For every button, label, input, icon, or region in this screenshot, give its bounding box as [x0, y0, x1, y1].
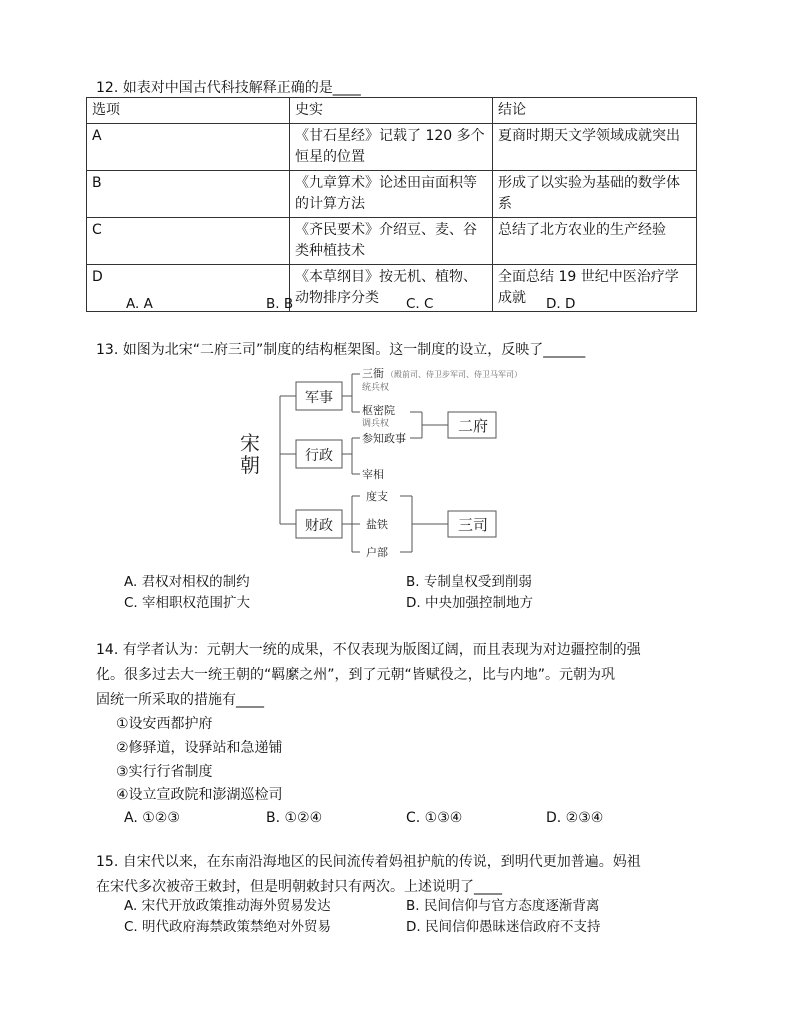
q13-stem: 13. 如图为北宋“二府三司”制度的结构框架图。这一制度的设立，反映了______ — [96, 342, 586, 358]
table-header-row — [87, 98, 697, 124]
item-yantie: 盐铁 — [366, 518, 388, 531]
group-three-offices: 三司 — [458, 516, 489, 534]
branch-military: 军事 — [305, 390, 333, 406]
dynasty-char-1: 宋 — [240, 431, 260, 455]
table-cell-fact: 《本草纲目》按无机、植物、动物排序分类 — [290, 265, 493, 312]
item-shumiyuan: 枢密院 — [362, 404, 395, 417]
sub-deploy-power: 调兵权 — [362, 419, 390, 429]
sub-command-power: 统兵权 — [362, 383, 390, 393]
table-cell-conclusion: 全面总结 19 世纪中医治疗学成就 — [493, 265, 697, 312]
q14-choice-d[interactable]: D. ②③④ — [546, 810, 604, 826]
q13-choice-d[interactable]: D. 中央加强控制地方 — [406, 595, 533, 611]
q14-item-2: ②修驿道，设驿站和急递铺 — [116, 740, 283, 756]
branch-finance: 财政 — [305, 518, 333, 534]
q14-item-4: ④设立宣政院和澎湖巡检司 — [116, 787, 283, 803]
table-cell-option: C — [87, 218, 290, 265]
q15-choice-b[interactable]: B. 民间信仰与官方态度逐渐背离 — [406, 898, 600, 914]
q14-choice-a[interactable]: A. ①②③ — [124, 810, 180, 826]
q14-choice-c[interactable]: C. ①③④ — [406, 810, 463, 826]
q14-stem-line-1: 14. 有学者认为：元朝大一统的成果，不仅表现为版图辽阔，而且表现为对边疆控制的强 — [96, 642, 641, 658]
q14-item-1: ①设安西都护府 — [116, 716, 213, 732]
q14-choice-b[interactable]: B. ①②④ — [266, 810, 323, 826]
table-cell-conclusion: 形成了以实验为基础的数学体系 — [493, 171, 697, 218]
q12-choice-a[interactable]: A. A — [126, 296, 153, 312]
item-sanya: 三衙 — [362, 367, 384, 380]
q14-item-3: ③实行行省制度 — [116, 764, 213, 780]
table-cell-option: B — [87, 171, 290, 218]
q15-choice-a[interactable]: A. 宋代开放政策推动海外贸易发达 — [124, 898, 331, 914]
q15-stem-line-1: 15. 自宋代以来，在东南沿海地区的民间流传着妈祖护航的传说，到明代更加普遍。妈祖 — [96, 854, 641, 870]
q13-choice-c[interactable]: C. 宰相职权范围扩大 — [124, 595, 251, 611]
table-cell-conclusion: 夏商时期天文学领域成就突出 — [493, 124, 697, 171]
q14-stem-line-3: 固统一所采取的措施有____ — [96, 692, 264, 708]
q15-choice-c[interactable]: C. 明代政府海禁政策禁绝对外贸易 — [124, 919, 332, 935]
table-cell-fact: 《齐民要术》介绍豆、麦、谷类种植技术 — [290, 218, 493, 265]
q13-choice-b[interactable]: B. 专制皇权受到削弱 — [406, 574, 532, 590]
q14-stem-line-2: 化。很多过去大一统王朝的“羁縻之州”，到了元朝“皆赋役之，比与内地”。元朝为巩 — [96, 667, 616, 683]
table-row — [87, 218, 697, 265]
item-hubu: 户部 — [366, 546, 388, 559]
group-two-bureaus: 二府 — [458, 417, 489, 435]
item-zaixiang: 宰相 — [362, 468, 384, 481]
branch-admin: 行政 — [305, 448, 333, 464]
two-bureaus-three-offices-diagram — [236, 364, 556, 564]
q15-stem-line-2: 在宋代多次被帝王敕封，但是明朝敕封只有两次。上述说明了____ — [96, 879, 502, 895]
item-canzhizhengshi: 参知政事 — [362, 432, 406, 445]
item-sanya-note: （殿前司、侍卫步军司、侍卫马军司） — [386, 370, 522, 379]
table-cell-option: D — [87, 265, 290, 312]
table-cell-conclusion: 总结了北方农业的生产经验 — [493, 218, 697, 265]
table-header-cell: 史实 — [290, 98, 493, 124]
table-row — [87, 171, 697, 218]
table-header-cell: 选项 — [87, 98, 290, 124]
table-row — [87, 265, 697, 312]
q12-table — [86, 97, 697, 312]
table-row — [87, 124, 697, 171]
q12-stem: 12. 如表对中国古代科技解释正确的是____ — [96, 80, 361, 96]
q12-choice-b[interactable]: B. B — [266, 296, 294, 312]
table-cell-fact: 《甘石星经》记载了 120 多个恒星的位置 — [290, 124, 493, 171]
table-cell-fact: 《九章算术》论述田亩面积等的计算方法 — [290, 171, 493, 218]
q12-choice-d[interactable]: D. D — [546, 296, 576, 312]
q13-choice-a[interactable]: A. 君权对相权的制约 — [124, 574, 250, 590]
q15-choice-d[interactable]: D. 民间信仰愚昧迷信政府不支持 — [406, 919, 601, 935]
q12-choice-c[interactable]: C. C — [406, 296, 434, 312]
table-cell-option: A — [87, 124, 290, 171]
item-duzhi: 度支 — [366, 490, 388, 503]
table-header-cell: 结论 — [493, 98, 697, 124]
dynasty-char-2: 朝 — [240, 453, 260, 477]
